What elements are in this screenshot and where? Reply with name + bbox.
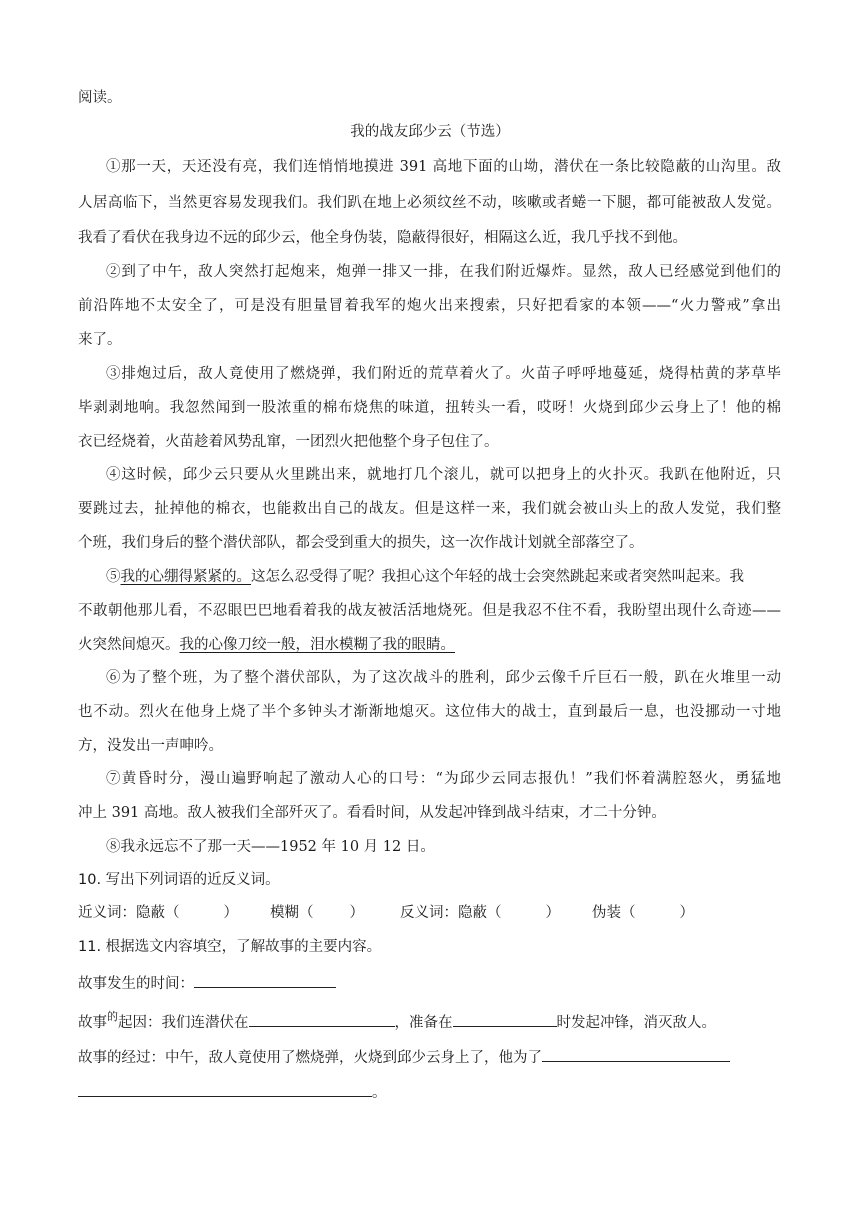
paragraph-line (106, 567, 781, 587)
paragraph-line: ④这时候，邱少云只要从火里跳出来，就地打几个滚儿，就可以把身上的火扑灭。我趴在他附近，只 (106, 467, 781, 483)
paragraph-line: 毕剥剥地响。我忽然闻到一股浓重的棉布烧焦的味道，扭转头一看，哎呀！火烧到邱少云身上了！他的棉 (78, 400, 781, 416)
story-process-row (78, 1045, 730, 1068)
paragraph-line: 我看了看伏在我身边不远的邱少云，他全身伪装，隐蔽得很好，相隔这么近，我几乎找不到他。 (78, 230, 687, 246)
cause-text: ，准备在 (394, 1015, 453, 1031)
paragraph-line: ⑥为了整个班，为了整个潜伏部队，为了这次战斗的胜利，邱少云像千斤巨石一般，趴在火堆里一动 (106, 670, 781, 686)
cause-text: 时发起冲锋，消灭敌人。 (556, 1015, 716, 1031)
story-cause-row (78, 1010, 716, 1034)
story-process-row-2 (78, 1080, 387, 1103)
synonym-label: 近义词：隐蔽（ (78, 905, 180, 921)
question-11-prompt: 11. 根据选文内容填空，了解故事的主要内容。 (78, 939, 382, 955)
process-text: 故事的经过：中午，敌人竟使用了燃烧弹，火烧到邱少云身上了，他为了 (78, 1050, 542, 1066)
process-answer-blank-2[interactable] (78, 1080, 372, 1097)
time-label: 故事发生的时间： (78, 976, 194, 992)
question-10-prompt: 10. 写出下列词语的近反义词。 (78, 872, 280, 888)
question-10-row (78, 903, 694, 923)
bracket-close: ） (679, 905, 694, 921)
word-label: 伪装（ (592, 905, 636, 921)
paragraph-line: ⑦黄昏时分，漫山遍野响起了激动人心的口号：“为邱少云同志报仇！”我们怀着满腔怒火，勇猛地 (106, 771, 781, 787)
sentence-text: 火突然间熄灭。 (78, 637, 180, 653)
paragraph-line: 方，没发出一声呻吟。 (78, 738, 223, 754)
reading-instruction: 阅读。 (78, 90, 122, 106)
paragraph-line: 来了。 (78, 332, 122, 348)
sentence-text: 这怎么忍受得了呢？我担心这个年轻的战士会突然跳起来或者突然叫起来。我 (251, 569, 744, 585)
paragraph-line: 个班，我们身后的整个潜伏部队，都会受到重大的损失，这一次作战计划就全部落空了。 (78, 535, 644, 551)
passage-title: 我的战友邱少云（节选） (350, 124, 510, 140)
period: 。 (372, 1085, 387, 1101)
paragraph-line: 要跳过去，扯掉他的棉衣，也能救出自己的战友。但是这样一来，我们就会被山头上的敌人发觉，我们整 (78, 501, 781, 517)
paragraph-line: 也不动。烈火在他身上烧了半个多钟头才渐渐地熄灭。这位伟大的战士，直到最后一息，也没挪动一寸地 (78, 704, 781, 720)
antonym-label: 反义词：隐蔽（ (400, 905, 502, 921)
bracket-close: ） (349, 905, 364, 921)
process-answer-blank[interactable] (542, 1045, 730, 1062)
paragraph-line: 衣已经烧着，火苗趁着风势乱窜，一团烈火把他整个身子包住了。 (78, 434, 499, 450)
paragraph-number: ⑤ (106, 569, 121, 585)
paragraph-line: 不敢朝他那儿看，不忍眼巴巴地看着我的战友被活活地烧死。但是我忍不住不看，我盼望出现什么奇迹—— (78, 603, 781, 619)
superscript-char: 的 (107, 1010, 118, 1023)
location-answer-blank[interactable] (249, 1010, 395, 1027)
paragraph-line: ③排炮过后，敌人竟使用了燃烧弹，我们附近的荒草着火了。火苗子呼呼地蔓延，烧得枯黄的茅草毕 (106, 366, 781, 382)
paragraph-line: 人居高临下，当然更容易发现我们。我们趴在地上必须纹丝不动，咳嗽或者蜷一下腿，都可能被敌人发觉。 (78, 195, 781, 211)
paragraph-line: ⑧我永远忘不了那一天——1952 年 10 月 12 日。 (106, 839, 435, 855)
underlined-sentence: 我的心像刀绞一般，泪水模糊了我的眼睛。 (179, 637, 455, 653)
story-time-row (78, 971, 336, 994)
cause-label: 故事 (78, 1015, 107, 1031)
underlined-sentence: 我的心绷得紧紧的。 (120, 569, 251, 585)
paragraph-line (78, 635, 455, 655)
attack-time-answer-blank[interactable] (453, 1010, 557, 1027)
paragraph-line: 前沿阵地不太安全了，可是没有胆量冒着我军的炮火出来搜索，只好把看家的本领——“火力警戒”拿出 (78, 298, 781, 314)
paragraph-line: ①那一天，天还没有亮，我们连悄悄地摸进 391 高地下面的山坳，潜伏在一条比较隐蔽的山沟里。敌 (106, 159, 781, 175)
word-label: 模糊（ (270, 905, 314, 921)
time-answer-blank[interactable] (194, 971, 336, 988)
cause-text: 起因：我们连潜伏在 (118, 1015, 249, 1031)
paragraph-line: 冲上 391 高地。敌人被我们全部歼灭了。看看时间，从发起冲锋到战斗结束，才二十分钟。 (78, 805, 666, 821)
paragraph-line: ②到了中午，敌人突然打起炮来，炮弹一排又一排，在我们附近爆炸。显然，敌人已经感觉到他们的 (106, 264, 781, 280)
bracket-close: ） (223, 905, 238, 921)
bracket-close: ） (545, 905, 560, 921)
